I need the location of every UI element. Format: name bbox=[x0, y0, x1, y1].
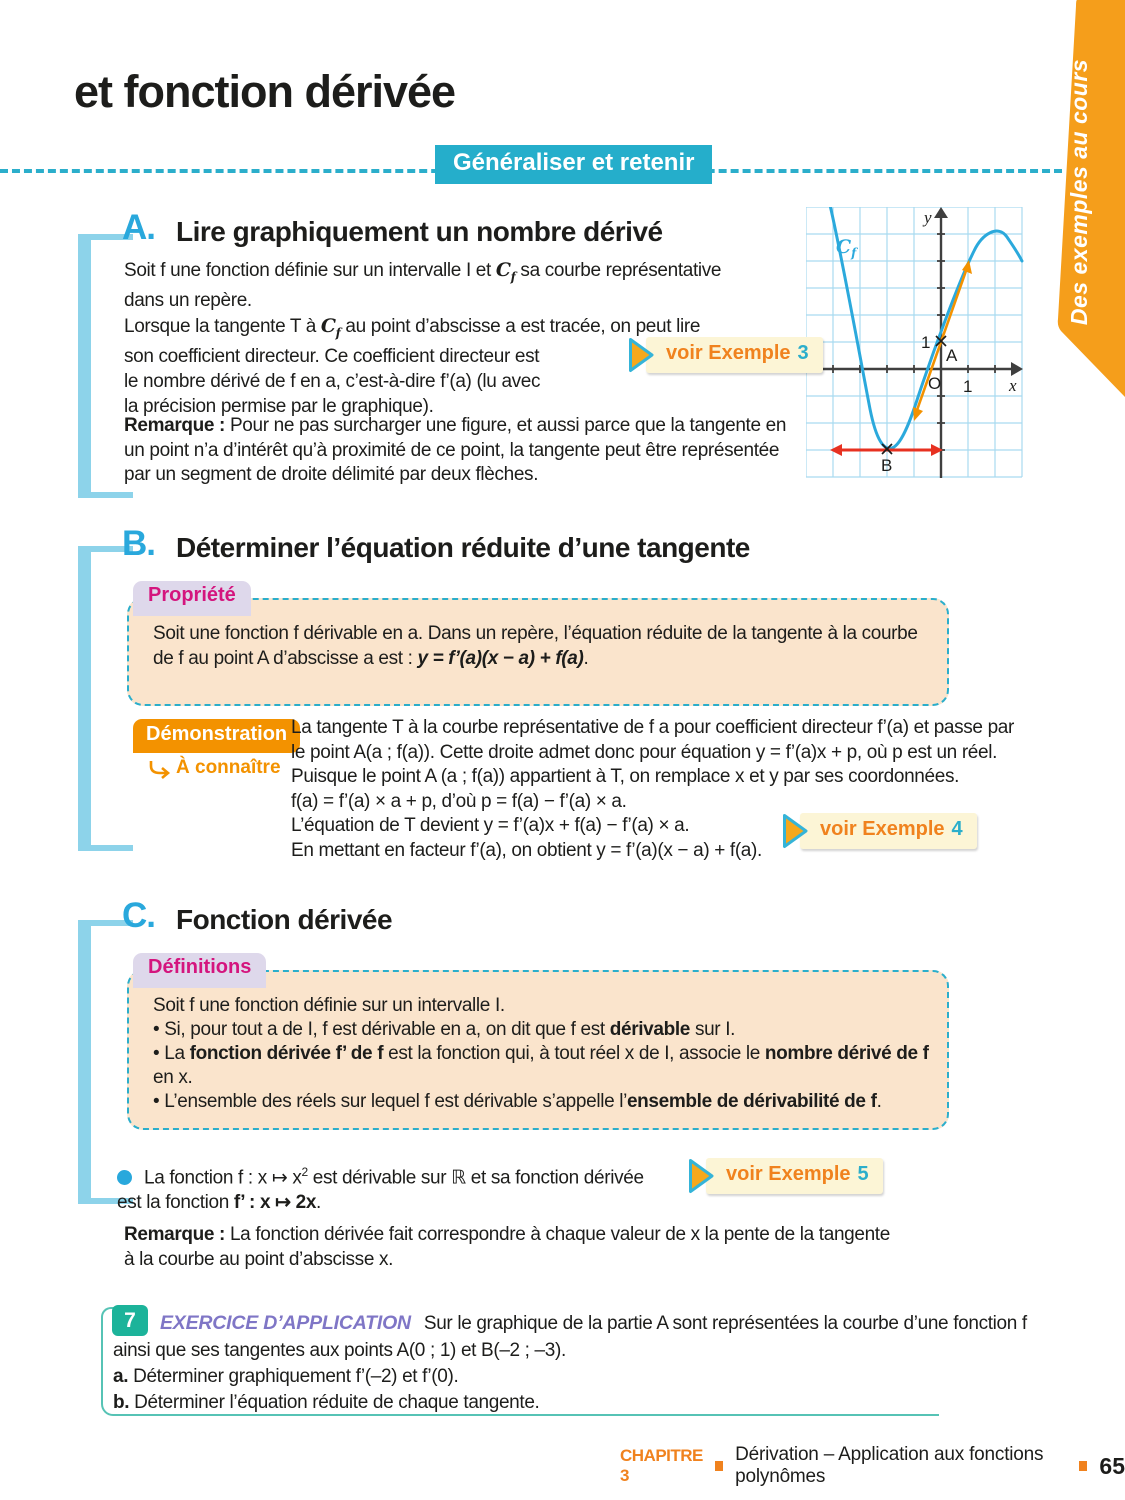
text-line: Remarque : La fonction dérivée fait correspondre à chaque valeur de x la pente de la tangente bbox=[124, 1224, 890, 1245]
text-line: le nombre dérivé de f en a, c’est-à-dire f’(a) (lu avec bbox=[124, 370, 541, 392]
square-separator-icon bbox=[715, 1461, 723, 1471]
point-a-label: A bbox=[946, 346, 958, 365]
demonstration-label: Démonstration bbox=[133, 719, 300, 753]
remark-label: Remarque : bbox=[124, 1224, 226, 1245]
chapter-label: CHAPITRE 3 bbox=[620, 1446, 703, 1485]
text-line: • La fonction dérivée f’ de f est la fonction qui, à tout réel x de I, associe le nombre dérivé de f bbox=[153, 1043, 929, 1064]
footer-title: Dérivation – Application aux fonctions polynômes bbox=[735, 1444, 1044, 1487]
page-title: et fonction dérivée bbox=[74, 66, 456, 117]
text-line: b. Déterminer l’équation réduite de chaque tangente. bbox=[113, 1392, 540, 1413]
function-graph-figure bbox=[806, 207, 1024, 480]
exercise-first-line: EXERCICE D’APPLICATION Sur le graphique de la partie A sont représentées la courbe d’une fonction f bbox=[160, 1312, 1027, 1334]
exercise-number-badge: 7 bbox=[112, 1305, 148, 1336]
text-line: • L’ensemble des réels sur lequel f est dérivable s’appelle l’ensemble de dérivabilité de f. bbox=[153, 1091, 882, 1112]
play-triangle-icon bbox=[688, 1158, 715, 1194]
x-axis-arrow bbox=[1011, 362, 1023, 376]
text-line: Soit f une fonction définie sur un intervalle I. bbox=[153, 995, 505, 1016]
tangent-equation: y = f’(a)(x − a) + f(a) bbox=[417, 647, 584, 669]
origin-label: O bbox=[928, 374, 942, 393]
curved-arrow-icon bbox=[148, 761, 172, 779]
text-line: un point n’a d’intérêt qu’à proximité de ce point, la tangente peut être représentée bbox=[124, 439, 780, 461]
bullet-icon bbox=[117, 1170, 132, 1185]
text-line: de f au point A d’abscisse a est : y = f’(a)(x − a) + f(a). bbox=[153, 647, 589, 669]
a-connaitre-note: À connaître bbox=[148, 757, 281, 779]
curve-symbol: $C_f$ bbox=[320, 314, 341, 340]
play-triangle-icon bbox=[628, 337, 655, 373]
section-b-heading: Déterminer l’équation réduite d’une tangente bbox=[176, 532, 750, 563]
voir-exemple-5-button[interactable]: voir Exemple 5 bbox=[688, 1158, 883, 1194]
voir-exemple-4-button[interactable]: voir Exemple 4 bbox=[782, 813, 977, 849]
text-line: Lorsque la tangente T à $C_f$ au point d’abscisse a est tracée, on peut lire bbox=[124, 314, 701, 340]
section-b-letter: B. bbox=[122, 524, 155, 563]
curve-cf bbox=[830, 207, 1022, 448]
page-footer bbox=[620, 1444, 1125, 1488]
y-axis-label: y bbox=[924, 208, 932, 227]
text-line: dans un repère. bbox=[124, 290, 252, 312]
text-line: est la fonction f’ : x ↦ 2x. bbox=[117, 1192, 321, 1214]
curve-symbol: $C_f$ bbox=[495, 259, 516, 284]
text-line: ainsi que ses tangentes aux points A(0 ; 1) et B(–2 ; –3). bbox=[113, 1340, 566, 1361]
exercise-tag: EXERCICE D’APPLICATION bbox=[160, 1312, 411, 1334]
y-axis-arrow bbox=[934, 207, 948, 218]
section-b-bracket bbox=[78, 546, 133, 851]
text-line: • Si, pour tout a de I, f est dérivable en a, on dit que f est dérivable sur I. bbox=[153, 1019, 736, 1040]
y-unit-label: 1 bbox=[921, 333, 931, 352]
definitions-tag: Définitions bbox=[133, 953, 266, 988]
side-tab-label: Des exemples au cours bbox=[1066, 58, 1092, 326]
text-line: Soit f une fonction définie sur un intervalle I et $C_f$ sa courbe représentative bbox=[124, 259, 722, 284]
remark-label: Remarque : bbox=[124, 415, 226, 436]
text-line: par un segment de droite délimité par deux flèches. bbox=[124, 464, 539, 486]
text-line: f(a) = f’(a) × a + p, d’où p = f(a) − f’(a) × a. bbox=[291, 790, 627, 812]
section-a-heading: Lire graphiquement un nombre dérivé bbox=[176, 216, 663, 247]
square-separator-icon bbox=[1079, 1461, 1087, 1471]
text-line: En mettant en facteur f’(a), on obtient y = f’(a)(x − a) + f(a). bbox=[291, 839, 762, 861]
text-line: La fonction f : x ↦ $x^2$ est dérivable sur ℝ et sa fonction dérivée bbox=[117, 1160, 644, 1190]
section-a-remark bbox=[124, 414, 786, 488]
example-bullet bbox=[117, 1160, 644, 1215]
banner-generaliser: Généraliser et retenir bbox=[435, 145, 712, 184]
text-line: en x. bbox=[153, 1067, 193, 1088]
text-line: Soit une fonction f dérivable en a. Dans un repère, l’équation réduite de la tangente à la courbe bbox=[153, 623, 918, 644]
text-line: La tangente T à la courbe représentative de f a pour coefficient directeur f’(a) et passe par bbox=[291, 717, 1014, 738]
section-c-letter: C. bbox=[122, 896, 155, 935]
page-number: 65 bbox=[1099, 1452, 1125, 1479]
section-a-letter: A. bbox=[122, 208, 155, 247]
text-line: le point A(a ; f(a)). Cette droite admet donc pour équation y = f’(a)x + p, où p est un réel. bbox=[291, 741, 998, 763]
text-line: a. Déterminer graphiquement f’(–2) et f’(0). bbox=[113, 1366, 459, 1387]
text-line: L’équation de T devient y = f’(a)x + f(a) − f’(a) × a. bbox=[291, 815, 690, 837]
x-axis-label: x bbox=[1009, 376, 1017, 395]
section-c-heading: Fonction dérivée bbox=[176, 904, 393, 935]
section-c-remark bbox=[124, 1222, 890, 1272]
voir-exemple-3-button[interactable]: voir Exemple 3 bbox=[628, 337, 823, 373]
text-line: la précision permise par le graphique). bbox=[124, 395, 434, 417]
exercise-body bbox=[113, 1338, 566, 1416]
text-line: Remarque : Pour ne pas surcharger une figure, et aussi parce que la tangente en bbox=[124, 415, 787, 436]
definitions-box bbox=[127, 970, 949, 1130]
text-line: son coefficient directeur. Ce coefficient directeur est bbox=[124, 346, 540, 368]
play-triangle-icon bbox=[782, 813, 809, 849]
text-line: Puisque le point A (a ; f(a)) appartient à T, on remplace x et y par ses coordonnées. bbox=[291, 766, 960, 788]
propriete-tag: Propriété bbox=[133, 581, 251, 616]
x-unit-label: 1 bbox=[963, 377, 973, 396]
point-b-label: B bbox=[881, 456, 893, 475]
curve-label: $C_f$ bbox=[836, 236, 857, 260]
text-line: à la courbe au point d’abscisse x. bbox=[124, 1249, 394, 1270]
